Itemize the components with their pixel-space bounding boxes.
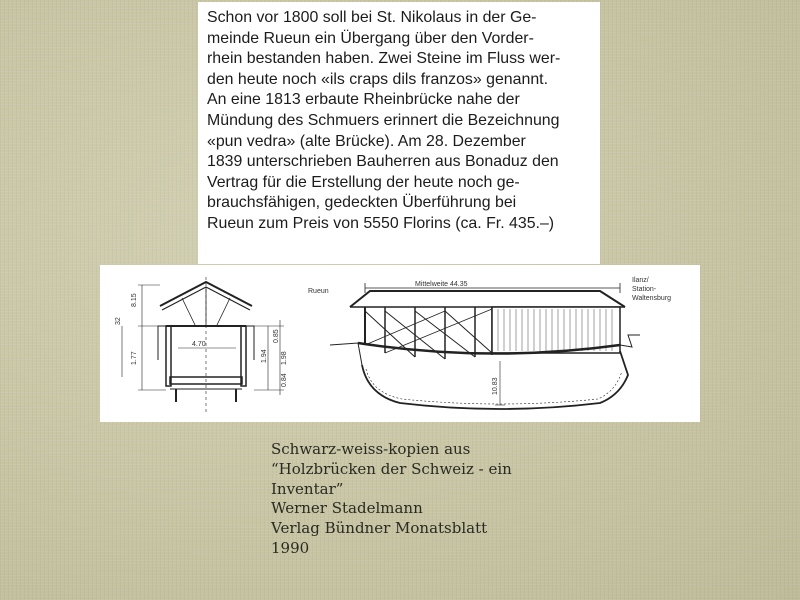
article-text: Schon vor 1800 soll bei St. Nikolaus in der Ge- meinde Rueun ein Übergang über den Vorder- rhein bestanden haben. Zwei Steine im Fluss wer- den heute noch «ils craps dils franzos» genannt. An eine 1813 erbaute Rheinbrücke nahe der Mündung des Schmuers erinnert die Bezeichnung «pun vedra» (alte Brücke). Am 28. Dezember 1839 unterschrieben Bauherren aus Bonaduz den Vertrag für die Erstellung der heute noch ge- brauchsfähigen, gedeckten Überführung bei Rueun zum Preis von 5550 Florins (ca. Fr. 435.–) bbox=[207, 9, 561, 232]
text-clipping bbox=[198, 2, 600, 264]
bridge-drawing-svg bbox=[100, 265, 700, 422]
dim-label: 32 bbox=[115, 317, 122, 325]
caption-line: “Holzbrücken der Schweiz - ein bbox=[271, 459, 512, 478]
dim-label: 1.98 bbox=[281, 351, 288, 365]
dim-label: 4.70 bbox=[192, 341, 206, 348]
caption-line: Inventar” bbox=[271, 479, 344, 498]
dim-label: 1.77 bbox=[131, 351, 138, 365]
dim-label: 0.85 bbox=[273, 329, 280, 343]
cross-section-dimensions bbox=[115, 293, 288, 387]
dim-label: 8.15 bbox=[131, 293, 138, 307]
dim-height: 10.83 bbox=[492, 377, 499, 395]
dim-label: 0.84 bbox=[281, 373, 288, 387]
caption-line: Schwarz-weiss-kopien aus bbox=[271, 440, 471, 458]
label-span: Mittelweite 44.35 bbox=[415, 281, 468, 288]
caption bbox=[271, 440, 571, 559]
dim-label: 1.94 bbox=[261, 349, 268, 363]
label-station: Station- bbox=[632, 286, 657, 293]
side-elevation bbox=[330, 283, 640, 409]
label-rueun: Rueun bbox=[308, 288, 329, 295]
bridge-drawing bbox=[100, 265, 700, 422]
caption-line: 1990 bbox=[271, 538, 310, 557]
label-waltensburg: Waltensburg bbox=[632, 295, 672, 302]
caption-line: Verlag Bündner Monatsblatt bbox=[271, 519, 488, 538]
caption-line: Werner Stadelmann bbox=[271, 499, 423, 518]
label-ilanz: Ilanz/ bbox=[632, 277, 649, 284]
